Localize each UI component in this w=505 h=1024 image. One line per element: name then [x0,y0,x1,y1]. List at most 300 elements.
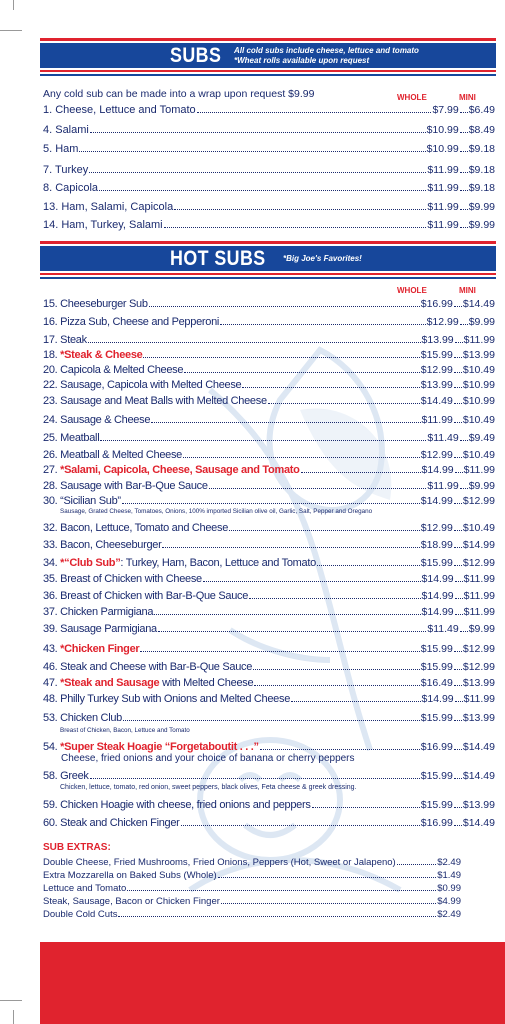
super-steak-description: Cheese, fried onions and your choice of banana or cherry peppers [61,753,355,764]
dot-leader [460,488,468,489]
col-mini: MINI [459,286,476,295]
whole-price: $11.99 [427,182,459,194]
item-name [43,712,122,724]
dot-leader [89,172,426,173]
whole-price: $14.99 [421,606,454,618]
menu-item-row [43,768,495,782]
extra-name: Lettuce and Tomato [43,883,127,894]
mini-price: $11.99 [463,334,495,346]
item-name [43,770,89,782]
sub-extras-title: SUB EXTRAS: [43,842,111,853]
menu-item-row [43,430,495,444]
item-name [43,539,161,551]
mini-price: $9.18 [468,164,495,176]
dot-leader [221,903,436,904]
item-number: 39. [43,623,61,635]
item-name [43,495,121,507]
mini-price: $10.49 [462,522,495,534]
menu-item-row [43,710,495,724]
item-name [43,414,150,426]
mini-price: $12.99 [462,661,495,673]
dot-leader [460,190,468,191]
mini-price: $12.99 [462,557,495,569]
mini-price: $10.99 [462,379,495,391]
dot-leader [455,598,463,599]
mini-price: $9.99 [468,219,495,231]
item-name [43,480,208,492]
whole-price: $14.49 [420,395,453,407]
item-name [43,643,139,655]
mini-price: $9.99 [468,316,495,328]
menu-item-row [43,797,495,811]
extra-price: $2.49 [437,909,461,920]
dot-leader [88,342,421,343]
mini-price: $13.99 [462,712,495,724]
crop-mark [13,0,14,10]
item-title: Greek [60,770,89,782]
dot-leader [218,877,437,878]
item-title: Meatball [60,432,100,444]
item-name [43,364,183,376]
whole-price: $14.99 [421,590,454,602]
mini-price: $14.49 [462,817,495,829]
subs-note-2: *Wheat rolls available upon request [234,56,370,65]
mini-price: $10.99 [462,395,495,407]
dot-leader [183,457,420,458]
item-number: 43. [43,643,61,655]
item-number: 20. [43,364,61,376]
item-name [43,677,253,689]
dot-leader [455,342,463,343]
header-rule [40,273,496,275]
item-number: 46. [43,661,61,673]
favorite-marker-name: *Salami, Capicola, Cheese, Sausage and Tomato [60,464,300,476]
item-title: Sausage, Capicola with Melted Cheese [60,379,242,391]
whole-price: $15.99 [420,799,453,811]
item-number: 24. [43,414,61,426]
hot-subs-header [40,241,496,279]
mini-price: $12.99 [462,495,495,507]
menu-item-row [43,537,495,551]
item-name: 4. Salami [43,124,89,136]
item-number: 18. [43,349,61,361]
whole-price: $16.99 [420,741,453,753]
dot-leader [260,749,420,750]
whole-price: $16.49 [420,677,453,689]
dot-leader [454,778,462,779]
dot-leader [460,631,468,632]
extra-name: Double Cold Cuts [43,909,118,920]
crop-mark [13,1010,14,1024]
favorite-marker-name: *Steak & Cheese [60,349,143,361]
mini-price: $13.99 [462,677,495,689]
dot-leader [460,112,468,113]
dot-leader [454,372,462,373]
item-number: 37. [43,606,61,618]
whole-price: $11.49 [427,623,459,635]
dot-leader [454,749,462,750]
whole-price: $14.99 [421,464,454,476]
whole-price: $11.99 [421,414,453,426]
item-name [43,817,180,829]
dot-leader [209,488,427,489]
dot-leader [455,472,463,473]
item-title: Steak [60,334,87,346]
item-name [43,395,267,407]
crop-mark [0,1000,22,1001]
whole-price: $11.99 [427,480,459,492]
whole-price: $15.99 [420,712,453,724]
item-name [43,623,157,635]
mini-price: $8.49 [468,124,495,136]
menu-item-row [43,739,495,753]
dot-leader [455,581,463,582]
menu-item-row [43,180,495,194]
dot-leader [454,306,462,307]
extra-item-row [43,856,461,868]
extra-item-row [43,895,461,907]
mini-price: $9.18 [468,143,495,155]
whole-price: $12.99 [420,364,453,376]
menu-item-row [43,815,495,829]
whole-price: $14.99 [421,693,454,705]
menu-item-row [43,604,495,618]
item-number: 23. [43,395,61,407]
menu-item-row [43,347,495,361]
menu-item-row [43,199,495,213]
menu-item-row [43,478,495,492]
favorite-marker-name: *Steak and Sausage [60,677,160,689]
menu-item-row [43,296,495,310]
menu-item-row [43,520,495,534]
mini-price: $9.99 [468,201,495,213]
item-number: 54. [43,741,61,753]
item-number: 35. [43,573,61,585]
item-number: 34. [43,557,61,569]
dot-leader [454,825,462,826]
subs-note-1: All cold subs include cheese, lettuce and tomato [234,46,419,55]
dot-leader [454,530,462,531]
header-band [40,246,496,271]
dot-leader [454,565,462,566]
extra-price: $4.99 [437,896,461,907]
item-name [43,432,99,444]
dot-leader [460,440,468,441]
item-title: “Sicilian Sub” [60,495,121,507]
chicken-club-description: Breast of Chicken, Bacon, Lettuce and Tomato [60,727,190,734]
dot-leader [460,132,468,133]
extra-name: Steak, Sausage, Bacon or Chicken Finger [43,896,220,907]
extra-item-row [43,908,461,920]
dot-leader [454,387,462,388]
menu-item-row [43,362,495,376]
dot-leader [317,565,420,566]
menu-item-row [43,621,495,635]
dot-leader [397,864,436,865]
item-number: 59. [43,799,61,811]
mini-price: $6.49 [468,104,495,116]
mini-price: $9.99 [468,623,495,635]
header-band [40,43,496,68]
menu-item-row [43,162,495,176]
whole-price: $15.99 [420,661,453,673]
item-name [43,557,316,569]
header-rule [40,277,496,279]
item-name: 8. Capicola [43,182,99,194]
whole-price: $16.99 [420,817,453,829]
col-whole: WHOLE [397,286,427,295]
item-name [43,379,241,391]
item-number: 17. [43,334,61,346]
item-name [43,449,182,461]
dot-leader [149,306,420,307]
favorite-marker-name: *“Club Sub” [60,557,121,569]
extra-name: Double Cheese, Fried Mushrooms, Fried Onions, Peppers (Hot, Sweet or Jalapeno) [43,857,396,868]
item-title: Cheeseburger Sub [60,298,148,310]
dot-leader [460,227,468,228]
item-number: 32. [43,522,61,534]
col-whole: WHOLE [397,93,427,102]
favorite-marker-name: *Chicken Finger [60,643,140,655]
dot-leader [229,530,420,531]
item-number: 25. [43,432,61,444]
menu-item-row [43,659,495,673]
subs-title: SUBS [170,44,222,67]
item-number: 27. [43,464,61,476]
item-title: Sausage with Bar-B-Que Sauce [60,480,208,492]
mini-price: $11.99 [463,693,495,705]
dot-leader [162,547,419,548]
whole-price: $11.49 [427,432,459,444]
item-number: 16. [43,316,61,328]
dot-leader [454,503,462,504]
mini-price: $9.18 [468,182,495,194]
dot-leader [454,720,462,721]
item-title: : Turkey, Ham, Bacon, Lettuce and Tomato [120,557,316,569]
menu-item-row [43,332,495,346]
subs-header [40,38,496,76]
dot-leader [242,387,419,388]
dot-leader [79,151,425,152]
menu-item-row [43,691,495,705]
mini-price: $13.99 [462,349,495,361]
dot-leader [118,916,436,917]
item-name [43,741,259,753]
hot-subs-note: *Big Joe's Favorites! [283,254,362,263]
item-number: 33. [43,539,61,551]
item-name [43,573,202,585]
extra-price: $1.49 [437,870,461,881]
item-number: 30. [43,495,61,507]
item-number: 28. [43,480,61,492]
menu-item-row [43,641,495,655]
dot-leader [454,547,462,548]
item-number: 53. [43,712,61,724]
item-name: 13. Ham, Salami, Capicola [43,201,174,213]
whole-price: $13.99 [420,379,453,391]
item-title: Bacon, Lettuce, Tomato and Cheese [60,522,229,534]
menu-item-row [43,493,495,507]
item-number: 26. [43,449,61,461]
dot-leader [181,825,420,826]
whole-price: $15.99 [420,557,453,569]
whole-price: $14.99 [420,495,453,507]
footer-band [40,942,505,1024]
dot-leader [158,631,426,632]
whole-price: $14.99 [421,573,454,585]
mini-price: $10.49 [462,449,495,461]
item-name [43,349,142,361]
item-name [43,464,300,476]
dot-leader [99,190,426,191]
dot-leader [454,651,462,652]
dot-leader [100,440,426,441]
item-number: 15. [43,298,61,310]
crop-mark [0,30,22,31]
dot-leader [454,357,462,358]
dot-leader [254,685,419,686]
menu-item-row [43,447,495,461]
dot-leader [253,669,420,670]
menu-item-row [43,675,495,689]
dot-leader [197,112,432,113]
dot-leader [454,669,462,670]
item-title: Chicken Parmigiana [60,606,154,618]
mini-price: $9.99 [468,480,495,492]
dot-leader [268,403,420,404]
header-rule [40,74,496,76]
whole-price: $15.99 [420,349,453,361]
header-rule [40,38,496,41]
mini-price: $11.99 [463,573,495,585]
extra-name: Extra Mozzarella on Baked Subs (Whole) [43,870,217,881]
item-title: Sausage Parmigiana [60,623,157,635]
dot-leader [143,357,419,358]
whole-price: $7.99 [432,104,459,116]
dot-leader [90,778,420,779]
wrap-note: Any cold sub can be made into a wrap upon request $9.99 [43,88,315,100]
dot-leader [154,614,420,615]
item-title: Sausage and Meat Balls with Melted Cheese [60,395,267,407]
dot-leader [291,701,421,702]
item-name [43,316,219,328]
item-number: 48. [43,693,61,705]
dot-leader [151,422,420,423]
dot-leader [454,422,462,423]
mini-price: $11.99 [463,590,495,602]
mini-price: $10.49 [462,414,495,426]
item-name: 7. Turkey [43,164,89,176]
item-number: 60. [43,817,61,829]
mini-price: $14.49 [462,770,495,782]
menu-item-row [43,412,495,426]
favorite-marker-name: *Super Steak Hoagie “Forgetaboutit . . .” [60,741,259,753]
whole-price: $11.99 [427,219,459,231]
item-title: Chicken Club [60,712,122,724]
dot-leader [454,403,462,404]
menu-item-row [43,571,495,585]
item-name [43,334,87,346]
item-title: Pizza Sub, Cheese and Pepperoni [60,316,220,328]
whole-price: $13.99 [421,334,454,346]
dot-leader [127,890,436,891]
dot-leader [203,581,421,582]
dot-leader [123,720,420,721]
mini-price: $14.49 [462,741,495,753]
extra-item-row [43,882,461,894]
dot-leader [90,132,426,133]
dot-leader [220,324,426,325]
dot-leader [454,807,462,808]
item-title: Steak and Chicken Finger [60,817,180,829]
menu-item-row [43,141,495,155]
whole-price: $15.99 [420,770,453,782]
item-title: Steak and Cheese with Bar-B-Que Sauce [60,661,253,673]
item-name [43,522,228,534]
menu-item-row [43,393,495,407]
extra-item-row [43,869,461,881]
item-title: with Melted Cheese [159,677,254,689]
item-title: Meatball & Melted Cheese [60,449,182,461]
item-name: 14. Ham, Turkey, Salami [43,219,163,231]
item-title: Chicken Hoagie with cheese, fried onions and peppers [60,799,311,811]
item-name [43,606,153,618]
dot-leader [460,172,468,173]
dot-leader [454,685,462,686]
mini-price: $13.99 [462,799,495,811]
sicilian-description: Sausage, Grated Cheese, Tomatoes, Onions, 100% imported Sicilian olive oil, Garlic, Salt, Pepper and Oregano [60,508,373,515]
menu-item-row [43,555,495,569]
menu-item-row [43,217,495,231]
dot-leader [312,807,420,808]
extra-price: $2.49 [437,857,461,868]
mini-price: $11.99 [463,606,495,618]
item-title: Sausage & Cheese [60,414,151,426]
dot-leader [122,503,420,504]
item-name [43,590,248,602]
item-title: Breast of Chicken with Cheese [60,573,202,585]
mini-price: $14.99 [462,539,495,551]
greek-description: Chicken, lettuce, tomato, red onion, sweet peppers, black olives, Feta cheese & greek dressing. [60,784,357,791]
header-rule [40,70,496,72]
item-title: Bacon, Cheeseburger [60,539,162,551]
item-number: 22. [43,379,61,391]
menu-item-row [43,102,495,116]
menu-item-row [43,462,495,476]
dot-leader [460,324,468,325]
dot-leader [164,227,427,228]
item-number: 47. [43,677,61,689]
dot-leader [460,151,468,152]
item-title: Capicola & Melted Cheese [60,364,184,376]
dot-leader [454,457,462,458]
dot-leader [455,614,463,615]
mini-price: $10.49 [462,364,495,376]
whole-price: $15.99 [420,643,453,655]
header-rule [40,241,496,244]
mini-price: $14.49 [462,298,495,310]
item-title: Philly Turkey Sub with Onions and Melted Cheese [60,693,291,705]
whole-price: $12.99 [420,522,453,534]
dot-leader [140,651,419,652]
whole-price: $12.99 [420,449,453,461]
whole-price: $10.99 [426,143,459,155]
item-name: 5. Ham [43,143,79,155]
dot-leader [174,209,426,210]
item-name [43,298,148,310]
item-name [43,693,290,705]
dot-leader [184,372,420,373]
